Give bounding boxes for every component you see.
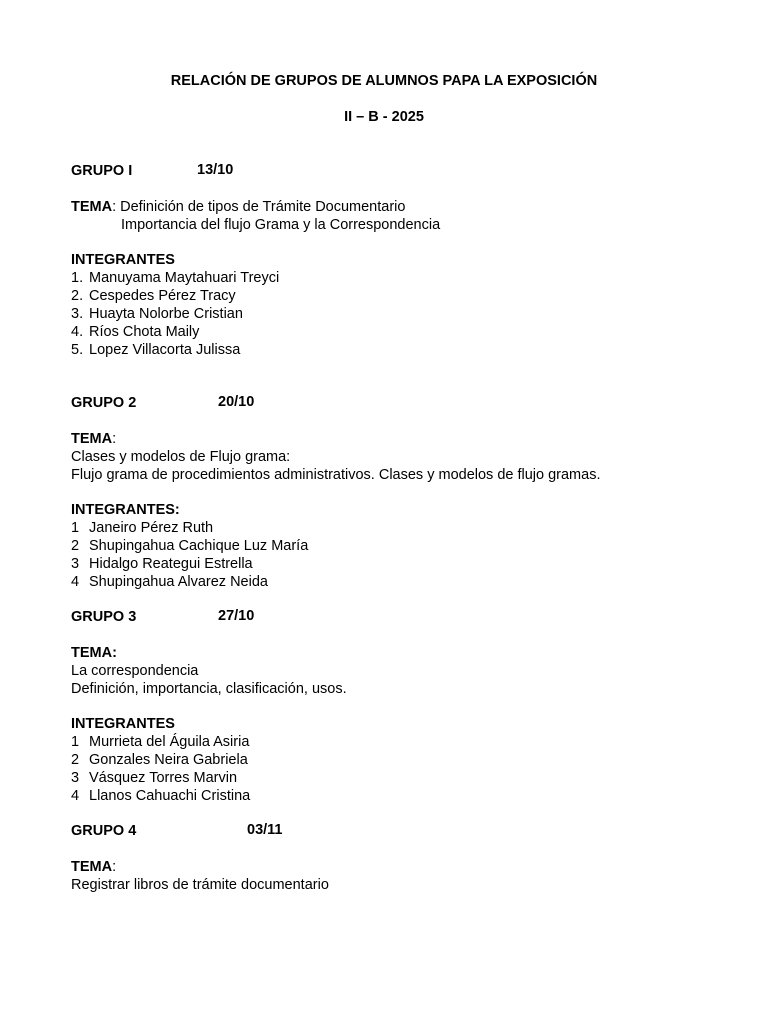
tema-text: Importancia del flujo Grama y la Correspondencia	[121, 217, 441, 233]
group-date: 03/11	[247, 822, 283, 838]
integrantes-label: INTEGRANTES:	[71, 502, 180, 518]
group-heading: GRUPO 4	[71, 823, 137, 839]
group-heading: GRUPO 3	[71, 609, 137, 625]
list-item: 2 Shupingahua Cachique Luz María	[71, 538, 309, 554]
group-heading: GRUPO 2	[71, 395, 137, 411]
list-item: 3. Huayta Nolorbe Cristian	[71, 306, 243, 322]
group-date: 13/10	[197, 162, 234, 178]
list-item: 4 Llanos Cahuachi Cristina	[71, 788, 251, 804]
group-date: 27/10	[218, 608, 255, 624]
integrantes-label: INTEGRANTES	[71, 252, 175, 268]
tema-text: Flujo grama de procedimientos administrativos. Clases y modelos de flujo gramas.	[71, 467, 601, 483]
tema-suffix: :	[112, 859, 117, 875]
list-item: 3 Vásquez Torres Marvin	[71, 770, 238, 786]
tema-text: Clases y modelos de Flujo grama:	[71, 449, 291, 465]
tema-line	[71, 858, 116, 876]
tema-text: La correspondencia	[71, 663, 199, 679]
list-item: 4 Shupingahua Alvarez Neida	[71, 574, 268, 590]
tema-label: TEMA:	[71, 645, 117, 661]
list-item: 2 Gonzales Neira Gabriela	[71, 752, 248, 768]
list-item: 4. Ríos Chota Maily	[71, 324, 200, 340]
list-item: 1 Janeiro Pérez Ruth	[71, 520, 214, 536]
tema-label: TEMA	[71, 199, 113, 215]
tema-line	[71, 198, 405, 216]
integrantes-label: INTEGRANTES	[71, 716, 175, 732]
list-item: 5. Lopez Villacorta Julissa	[71, 342, 241, 358]
document-subtitle: II – B - 2025	[344, 109, 424, 125]
tema-text: Definición, importancia, clasificación, usos.	[71, 681, 347, 697]
tema-text: Registrar libros de trámite documentario	[71, 877, 329, 893]
group-heading: GRUPO I	[71, 163, 133, 179]
tema-suffix: :	[112, 431, 117, 447]
list-item: 1. Manuyama Maytahuari Treyci	[71, 270, 280, 286]
tema-label: TEMA	[71, 859, 113, 875]
list-item: 3 Hidalgo Reategui Estrella	[71, 556, 253, 572]
document-title: RELACIÓN DE GRUPOS DE ALUMNOS PAPA LA EXPOSICIÓN	[170, 73, 598, 89]
tema-line	[71, 430, 116, 448]
list-item: 2. Cespedes Pérez Tracy	[71, 288, 236, 304]
group-date: 20/10	[218, 394, 255, 410]
tema-label: TEMA	[71, 431, 113, 447]
list-item: 1 Murrieta del Águila Asiria	[71, 734, 250, 750]
tema-text: : Definición de tipos de Trámite Documentario	[112, 199, 406, 215]
